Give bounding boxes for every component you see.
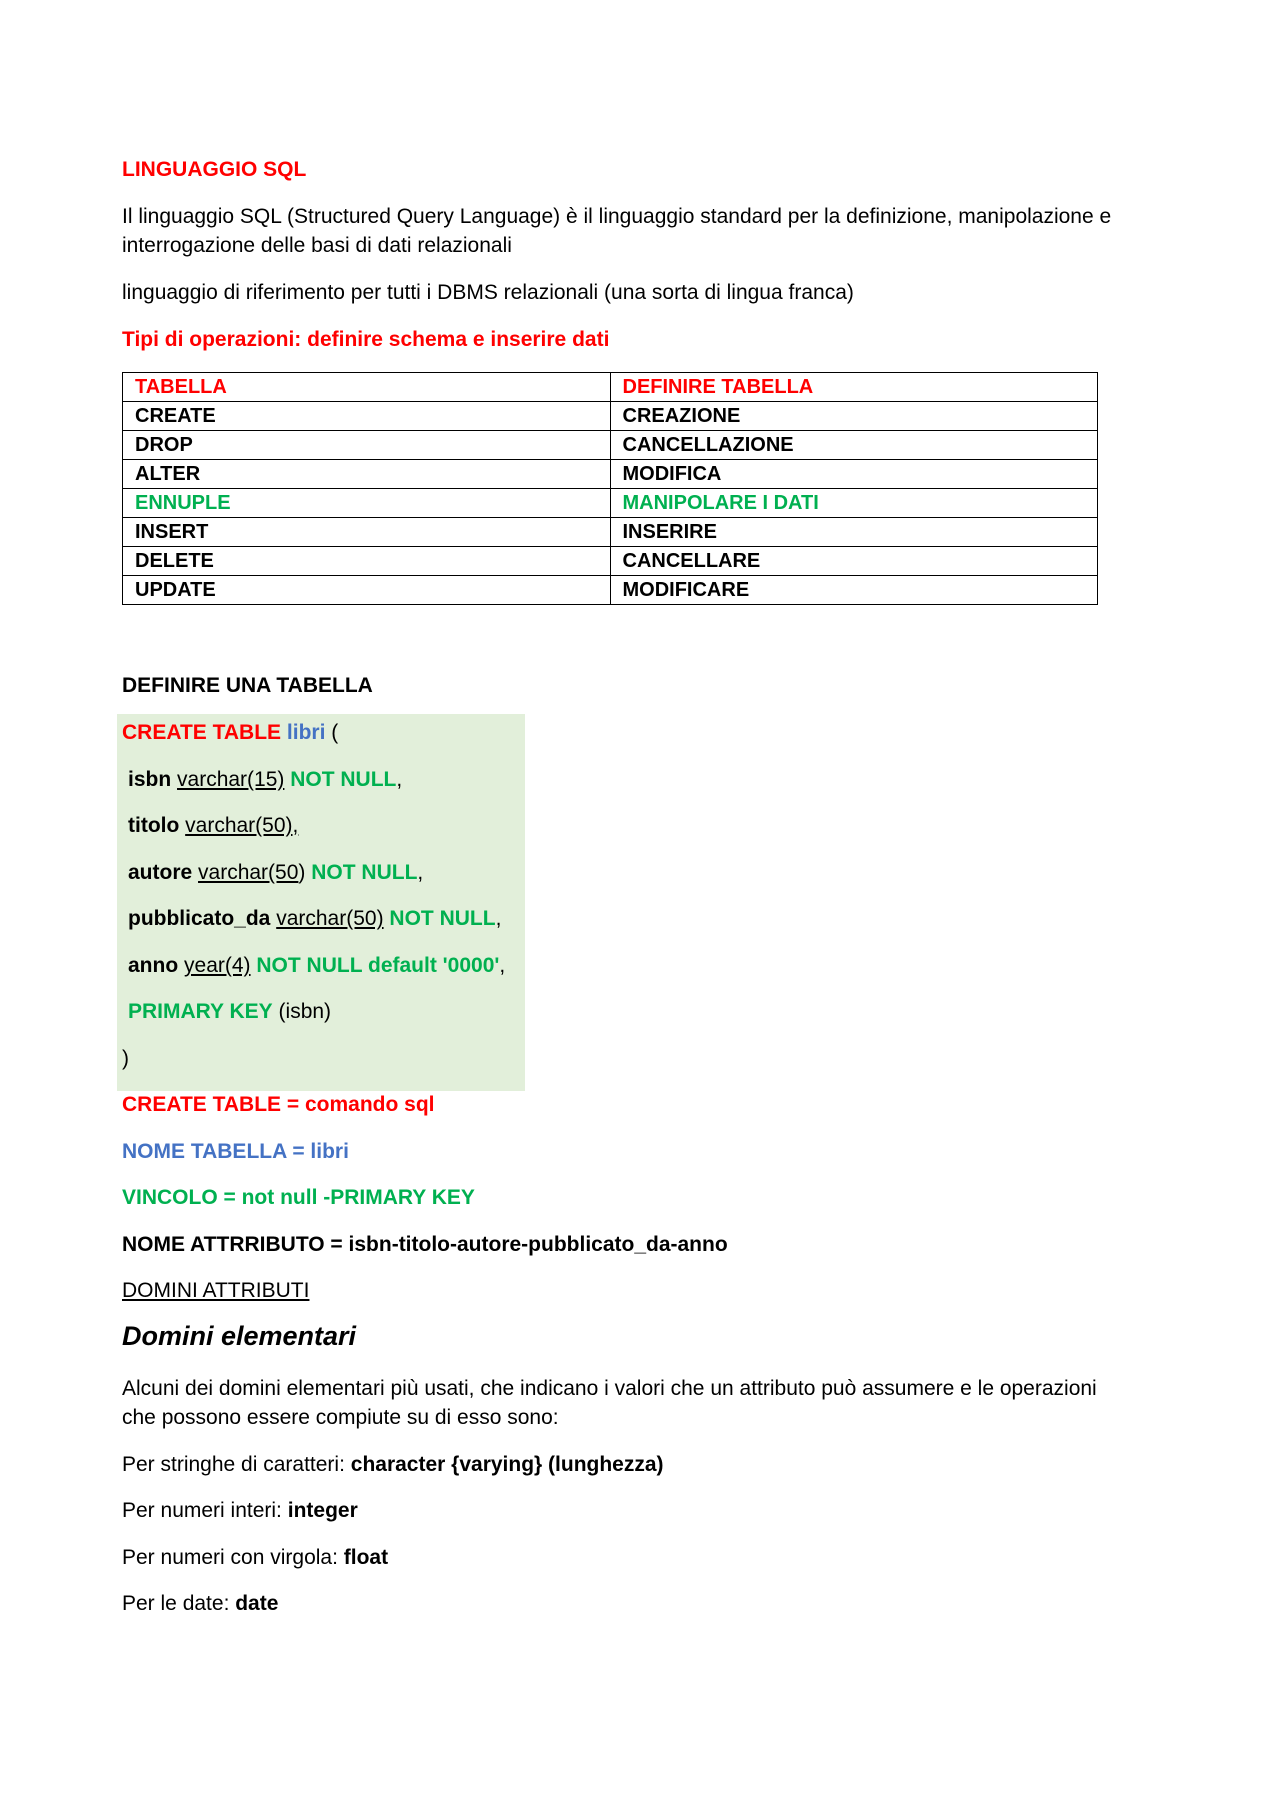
table-row: [123, 460, 1098, 489]
domain-item: [122, 1543, 388, 1572]
code-line-4: [128, 859, 423, 887]
code-constraint: NOT NULL: [311, 861, 418, 884]
ops-heading: Tipi di operazioni: definire schema e inserire dati: [122, 328, 610, 351]
code-constraint: NOT NULL default '0000': [256, 954, 500, 977]
legend-table-name: NOME TABELLA = libri: [122, 1140, 349, 1163]
code-attr: anno: [128, 954, 179, 977]
code-type: varchar(50),: [185, 814, 299, 837]
code-text: ,: [499, 954, 506, 977]
domain-label: Per numeri con virgola:: [122, 1546, 344, 1569]
legend-attributes: NOME ATTRRIBUTO = isbn-titolo-autore-pubblicato_da-anno: [122, 1233, 728, 1256]
code-line-1: [122, 719, 338, 747]
table-cell: CREATE: [123, 402, 611, 431]
code-attr: titolo: [128, 814, 180, 837]
table-cell: CREAZIONE: [610, 402, 1098, 431]
intro-line-3: linguaggio di riferimento per tutti i DBMS relazionali (una sorta di lingua franca): [122, 281, 854, 304]
code-constraint: NOT NULL: [389, 907, 496, 930]
legend-command: CREATE TABLE = comando sql: [122, 1093, 435, 1116]
intro-line-2: interrogazione delle basi di dati relazionali: [122, 234, 512, 257]
code-line-2: [128, 766, 402, 794]
table-cell: MANIPOLARE I DATI: [610, 489, 1098, 518]
code-attr: autore: [128, 861, 193, 884]
code-type: varchar(50): [276, 907, 384, 930]
code-type: varchar(50: [198, 861, 299, 884]
code-keyword: CREATE TABLE: [122, 721, 282, 744]
table-cell: DELETE: [123, 547, 611, 576]
table-row: [123, 518, 1098, 547]
table-cell: MODIFICARE: [610, 576, 1098, 605]
table-row: [123, 431, 1098, 460]
table-cell: CANCELLAZIONE: [610, 431, 1098, 460]
domains-heading: Domini elementari: [122, 1321, 357, 1351]
domain-value: integer: [287, 1499, 358, 1522]
domain-label: Per le date:: [122, 1592, 236, 1615]
domains-para-1: Alcuni dei domini elementari più usati, che indicano i valori che un attributo può assumere e le operazioni: [122, 1377, 1097, 1400]
code-text: ,: [495, 907, 502, 930]
code-attr: isbn: [128, 768, 172, 791]
code-table-name: libri: [286, 721, 326, 744]
doc-title: LINGUAGGIO SQL: [122, 158, 307, 181]
table-cell: DEFINIRE TABELLA: [610, 373, 1098, 402]
table-cell: ENNUPLE: [123, 489, 611, 518]
code-line-3: [128, 812, 298, 840]
domain-item: [122, 1496, 358, 1525]
code-text: ): [298, 861, 306, 884]
table-cell: DROP: [123, 431, 611, 460]
code-text: ,: [417, 861, 424, 884]
table-cell: TABELLA: [123, 373, 611, 402]
code-text: (isbn): [272, 1000, 332, 1023]
legend-constraint: VINCOLO = not null -PRIMARY KEY: [122, 1186, 475, 1209]
code-constraint: NOT NULL: [290, 768, 397, 791]
domain-value: float: [343, 1546, 389, 1569]
table-row: [123, 402, 1098, 431]
table-cell: MODIFICA: [610, 460, 1098, 489]
code-line-5: [128, 905, 501, 933]
operations-table: [122, 372, 1098, 605]
domain-label: Per stringhe di caratteri:: [122, 1453, 351, 1476]
code-line-7: [128, 998, 331, 1026]
domain-value: date: [235, 1592, 279, 1615]
table-cell: INSERIRE: [610, 518, 1098, 547]
code-line-6: [128, 952, 505, 980]
code-attr: pubblicato_da: [128, 907, 271, 930]
code-text: (: [325, 721, 339, 744]
table-row: [123, 576, 1098, 605]
table-row: [123, 547, 1098, 576]
domain-label: Per numeri interi:: [122, 1499, 288, 1522]
table-row: [123, 489, 1098, 518]
legend-domains: DOMINI ATTRIBUTI: [122, 1279, 310, 1302]
intro-line-1: Il linguaggio SQL (Structured Query Language) è il linguaggio standard per la definizione, manipolazione e: [122, 205, 1112, 228]
table-row: [123, 373, 1098, 402]
domain-value: character {varying} (lunghezza): [350, 1453, 664, 1476]
table-cell: UPDATE: [123, 576, 611, 605]
code-type: year(4): [184, 954, 251, 977]
code-type: varchar(15): [177, 768, 285, 791]
domain-item: [122, 1450, 664, 1479]
domain-item: [122, 1589, 278, 1618]
table-cell: INSERT: [123, 518, 611, 547]
table-cell: CANCELLARE: [610, 547, 1098, 576]
code-line-8: ): [122, 1047, 129, 1070]
code-keyword: PRIMARY KEY: [128, 1000, 273, 1023]
domains-para-2: che possono essere compiute su di esso sono:: [122, 1406, 559, 1429]
table-cell: ALTER: [123, 460, 611, 489]
code-text: ,: [396, 768, 403, 791]
define-heading: DEFINIRE UNA TABELLA: [122, 674, 373, 697]
